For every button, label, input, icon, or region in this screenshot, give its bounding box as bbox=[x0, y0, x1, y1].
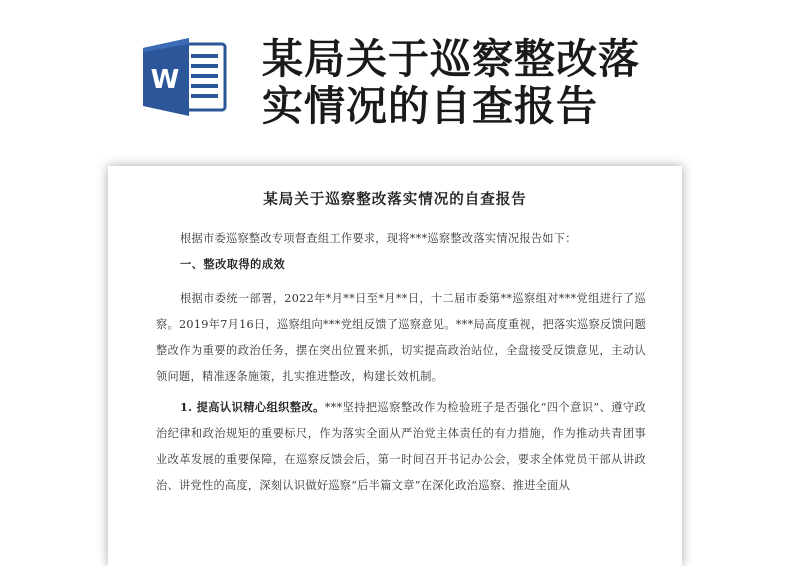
header-banner bbox=[0, 0, 800, 150]
word-document-icon bbox=[143, 38, 227, 116]
page-title-line-1: 某局关于巡察整改落 bbox=[262, 35, 640, 83]
section-heading: 一、整改取得的成效 bbox=[180, 257, 286, 271]
svg-text:W: W bbox=[150, 65, 180, 95]
intro-paragraph: 根据市委巡察整改专项督查组工作要求，现将***巡察整改落实情况报告如下： bbox=[180, 232, 577, 245]
section1-paragraph: 根据市委统一部署，2022年*月**日至*月**日，十二届市委第**巡察组对***党组进行了巡察。2019年7月16日，巡察组向***党组反馈了巡察意见。***局高度重视，把落实巡察反馈问题整改作为重要的政治任务，摆在突出位置来抓，切实提高政治站位，全盘接受反馈意见，主动认领问题，精准逐条施策，扎实推进整改，构建长效机制。 bbox=[156, 292, 646, 383]
document-title: 某局关于巡察整改落实情况的自查报告 bbox=[263, 191, 527, 208]
item1-paragraph bbox=[156, 394, 646, 499]
document-page bbox=[108, 166, 682, 566]
item1-body: ***坚持把巡察整改作为检验班子是否强化“四个意识”、遵守政治纪律和政治规矩的重要标尺，作为落实全面从严治党主体责任的有力措施，作为推动共青团事业改革发展的重要保障，在巡察反馈会后，第一时间召开书记办公会，要求全体党员干部从讲政治、讲党性的高度，深刻认识做好巡察“后半篇文章”在深化政治巡察、推进全面从 bbox=[156, 401, 646, 492]
item1-lead: 1. 提高认识精心组织整改。 bbox=[180, 400, 325, 414]
page-title-line-2: 实情况的自查报告 bbox=[262, 82, 598, 130]
